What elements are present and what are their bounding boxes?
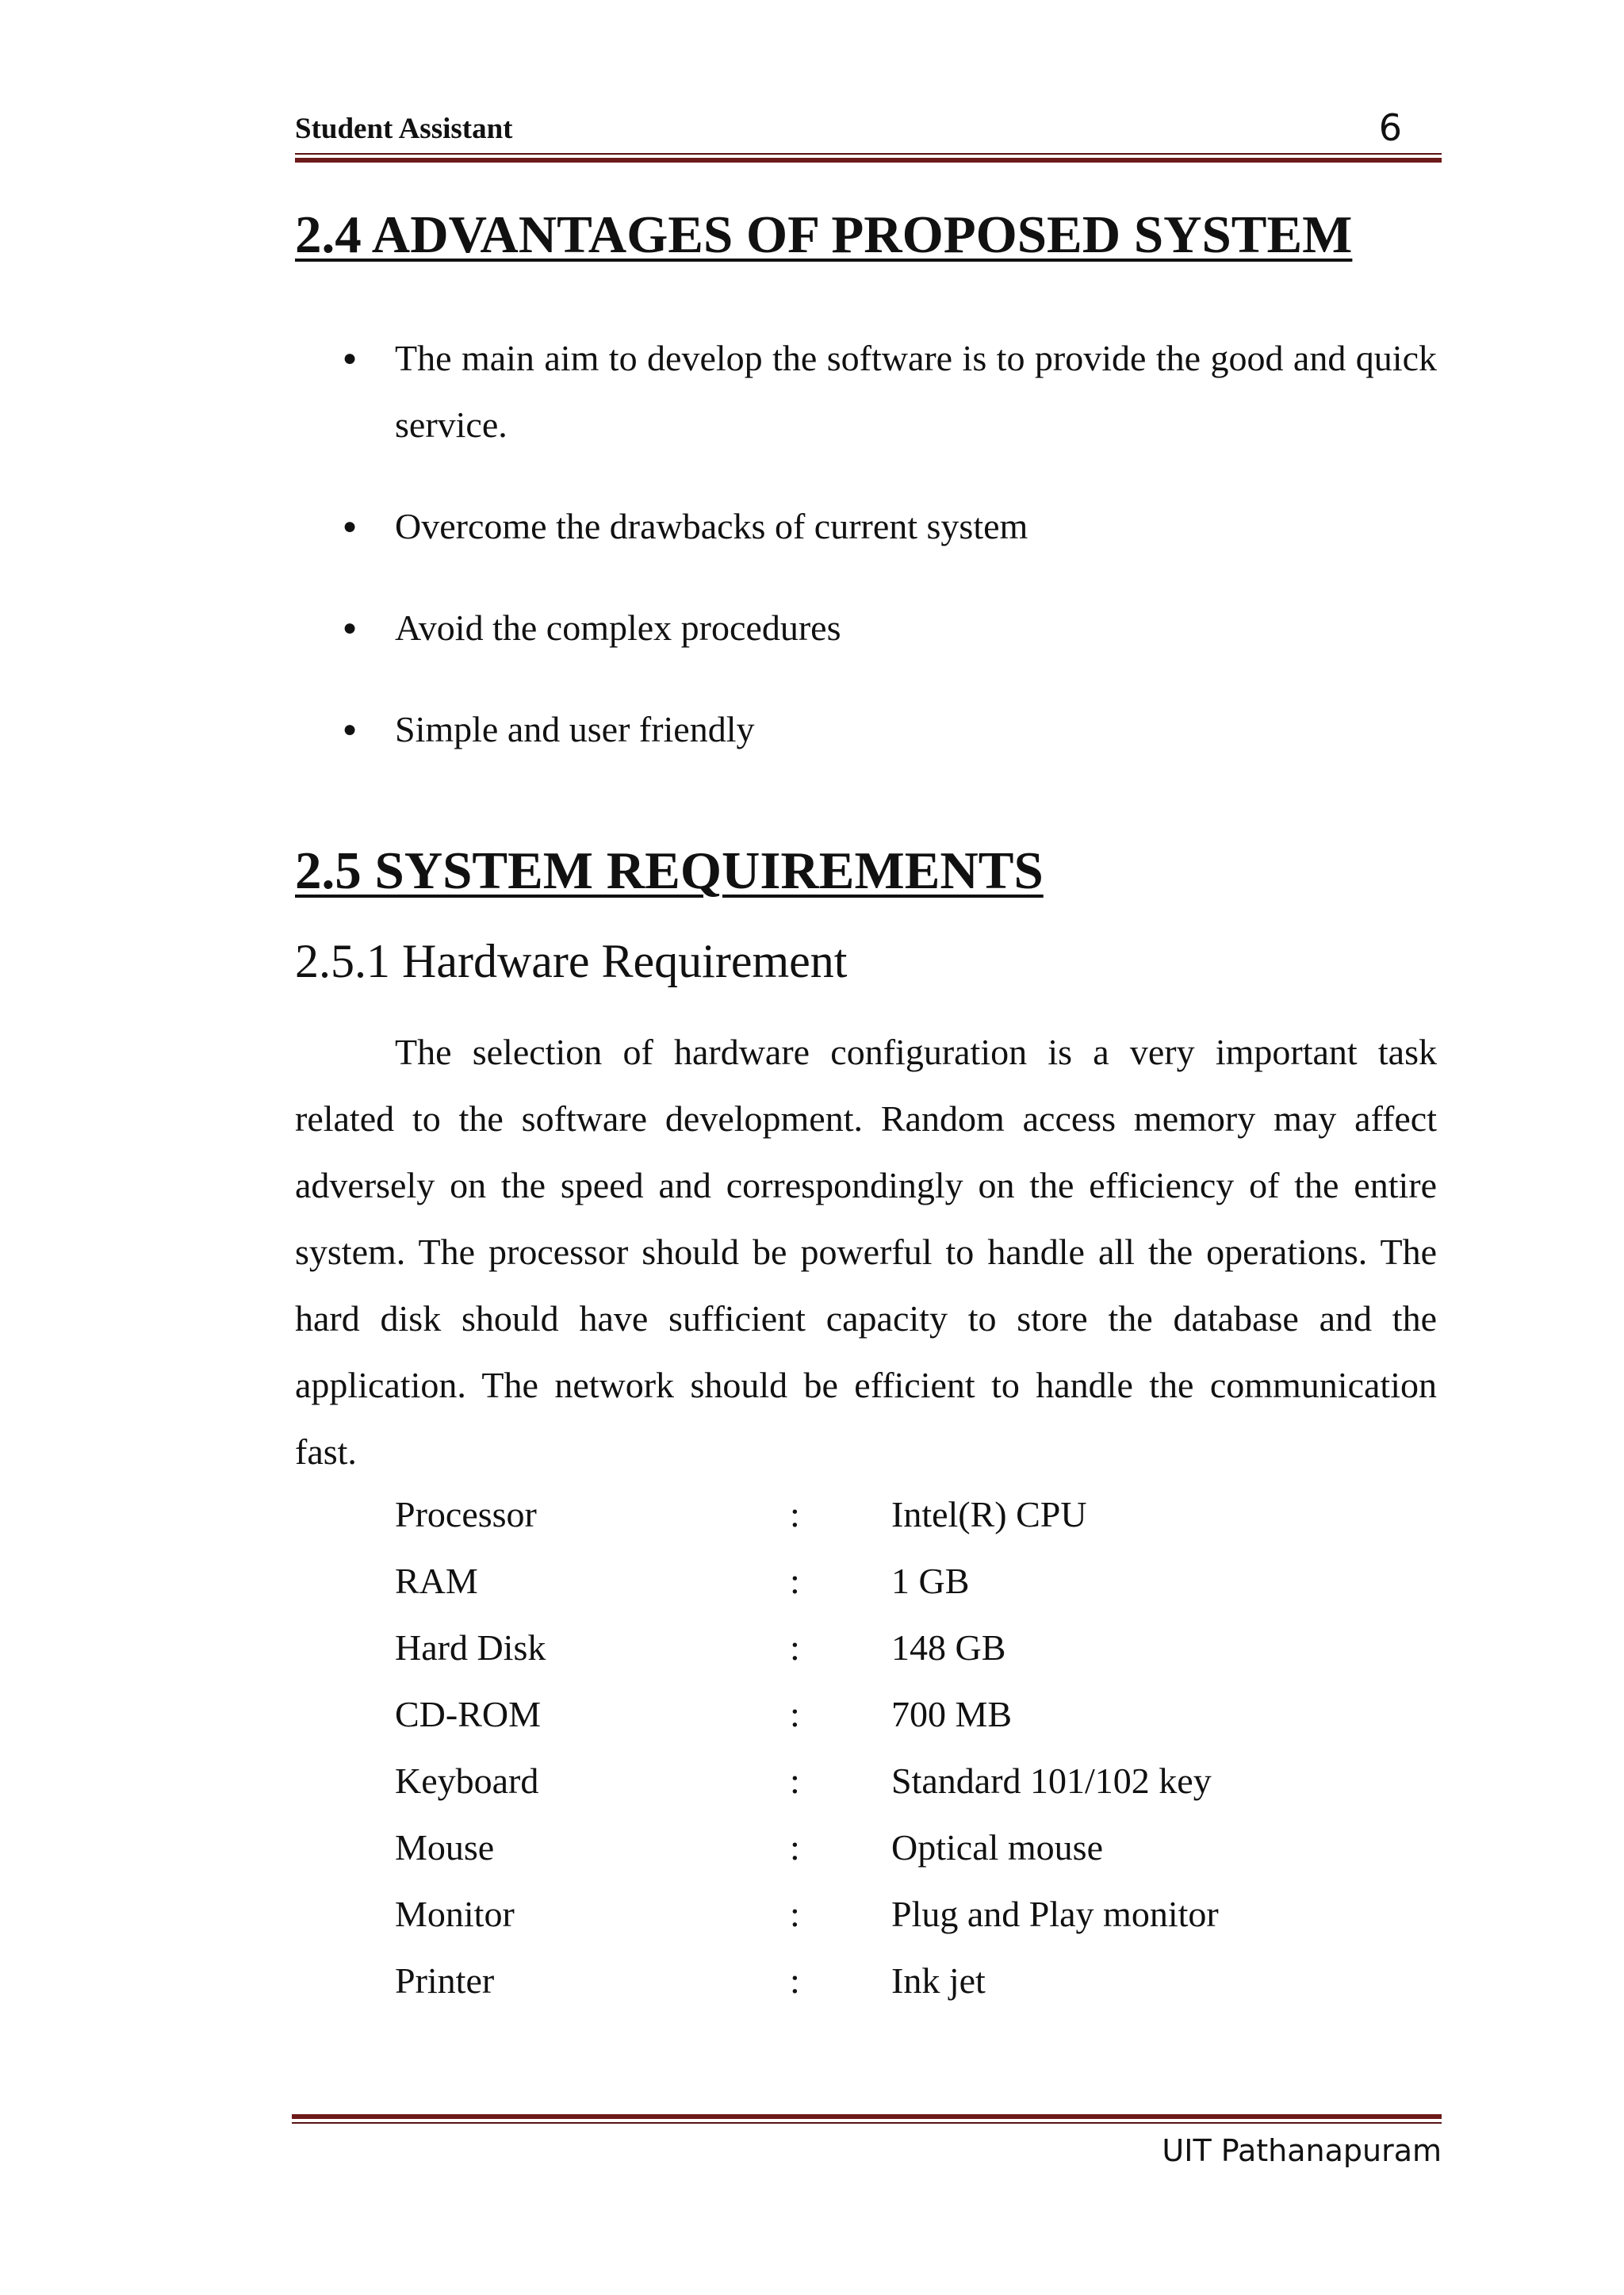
spec-separator: : — [790, 1561, 800, 1601]
list-item-text: Overcome the drawbacks of current system — [395, 506, 1028, 546]
bullet-icon: ● — [343, 345, 358, 371]
spec-value: Intel(R) CPU — [891, 1494, 1087, 1534]
spec-label: Hard Disk — [395, 1627, 546, 1668]
spec-row — [395, 1948, 1426, 2014]
spec-value: Standard 101/102 key — [891, 1761, 1212, 1801]
bullet-icon: ● — [343, 716, 358, 742]
spec-separator: : — [790, 1627, 800, 1668]
spec-separator: : — [790, 1960, 800, 2001]
spec-row — [395, 1681, 1426, 1748]
list-item-text: Avoid the complex procedures — [395, 607, 841, 648]
advantages-list — [295, 325, 1437, 798]
list-item — [295, 325, 1437, 458]
spec-value: Plug and Play monitor — [891, 1894, 1219, 1934]
spec-separator: : — [790, 1761, 800, 1801]
list-item-text: Simple and user friendly — [395, 709, 755, 749]
spec-value: Optical mouse — [891, 1827, 1103, 1868]
spec-row — [395, 1881, 1426, 1948]
spec-label: Monitor — [395, 1894, 515, 1934]
bullet-icon: ● — [343, 513, 358, 539]
spec-label: RAM — [395, 1561, 478, 1601]
section-heading-advantages: 2.4 ADVANTAGES OF PROPOSED SYSTEM — [295, 205, 1353, 264]
footer-institution: UIT Pathanapuram — [1162, 2133, 1442, 2168]
spec-label: CD-ROM — [395, 1694, 542, 1734]
spec-row — [395, 1548, 1426, 1615]
spec-separator: : — [790, 1694, 800, 1734]
list-item — [295, 696, 1437, 763]
spec-value: 148 GB — [891, 1627, 1006, 1668]
spec-separator: : — [790, 1494, 800, 1534]
subsection-heading-hardware: 2.5.1 Hardware Requirement — [295, 935, 848, 987]
spec-label: Processor — [395, 1494, 537, 1534]
spec-separator: : — [790, 1827, 800, 1868]
spec-label: Keyboard — [395, 1761, 539, 1801]
spec-separator: : — [790, 1894, 800, 1934]
footer-rule-thin — [292, 2122, 1442, 2124]
list-item — [295, 595, 1437, 661]
hardware-spec-list — [395, 1481, 1426, 2014]
footer-rule-thick — [292, 2114, 1442, 2119]
hardware-paragraph: The selection of hardware configuration is a very important task related to the software development. Random access memory may affect adversely on the speed and correspondingly on the efficiency of the entire system. The processor should be powerful to handle all the operations. The hard disk should have sufficient capacity to store the database and the application. The network should be efficient to handle the communication fast. — [295, 1032, 1437, 1472]
page-header — [295, 102, 1442, 149]
header-rule-thin — [295, 153, 1442, 155]
spec-label: Printer — [395, 1960, 495, 2001]
spec-value: Ink jet — [891, 1960, 986, 2001]
list-item — [295, 493, 1437, 560]
spec-row — [395, 1814, 1426, 1881]
spec-row — [395, 1615, 1426, 1681]
spec-label: Mouse — [395, 1827, 495, 1868]
page-number: 6 — [1378, 106, 1402, 149]
bullet-icon: ● — [343, 615, 358, 641]
spec-value: 700 MB — [891, 1694, 1013, 1734]
section-heading-requirements: 2.5 SYSTEM REQUIREMENTS — [295, 841, 1044, 900]
spec-value: 1 GB — [891, 1561, 970, 1601]
list-item-text: The main aim to develop the software is to provide the good and quick service. — [395, 338, 1437, 445]
header-title: Student Assistant — [295, 113, 513, 145]
header-rule-thick — [295, 158, 1442, 163]
spec-row — [395, 1748, 1426, 1814]
spec-row — [395, 1481, 1426, 1548]
